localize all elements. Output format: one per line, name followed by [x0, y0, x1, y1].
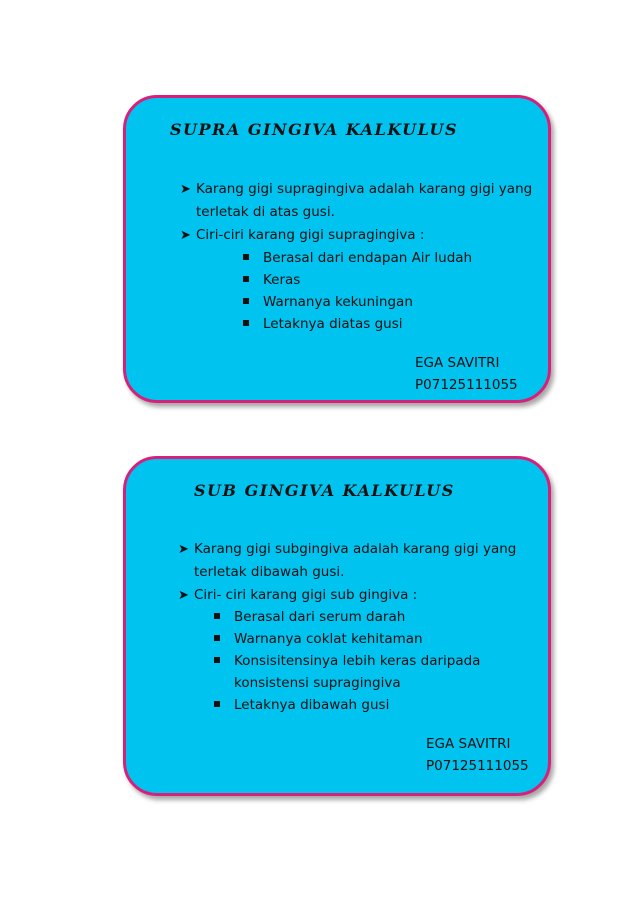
author-id: P07125111055: [426, 758, 529, 774]
supra-gingiva-card: [123, 95, 551, 403]
list-item: Berasal dari endapan Air ludah: [243, 247, 472, 269]
list-item: Konsisitensinya lebih keras daripada konsistensi supragingiva: [214, 650, 514, 694]
square-bullet-icon: [214, 613, 220, 619]
list-item: Berasal dari serum darah: [214, 606, 405, 628]
author-name: EGA SAVITRI: [415, 355, 500, 371]
arrow-bullet-icon: ➤: [178, 542, 189, 557]
list-item: Warnanya kekuningan: [243, 291, 413, 313]
square-bullet-icon: [214, 635, 220, 641]
square-bullet-icon: [243, 254, 249, 260]
card-title: SUB GINGIVA KALKULUS: [194, 481, 455, 500]
square-bullet-icon: [214, 701, 220, 707]
point-characteristics: ➤ Ciri- ciri karang gigi sub gingiva :: [178, 584, 538, 607]
arrow-bullet-icon: ➤: [178, 588, 189, 603]
point-characteristics: ➤ Ciri-ciri karang gigi supragingiva :: [180, 224, 540, 247]
sub-gingiva-card: [123, 456, 551, 796]
author-id: P07125111055: [415, 377, 518, 393]
list-item: Keras: [243, 269, 300, 291]
square-bullet-icon: [243, 298, 249, 304]
arrow-bullet-icon: ➤: [180, 182, 191, 197]
list-item: Warnanya coklat kehitaman: [214, 628, 423, 650]
card-title: SUPRA GINGIVA KALKULUS: [170, 120, 458, 139]
square-bullet-icon: [243, 276, 249, 282]
arrow-bullet-icon: ➤: [180, 228, 191, 243]
square-bullet-icon: [243, 320, 249, 326]
point-definition: ➤ Karang gigi subgingiva adalah karang gigi yang terletak dibawah gusi.: [178, 538, 538, 584]
square-bullet-icon: [214, 657, 220, 663]
list-item: Letaknya diatas gusi: [243, 313, 402, 335]
list-item: Letaknya dibawah gusi: [214, 694, 389, 716]
point-definition: ➤ Karang gigi supragingiva adalah karang gigi yang terletak di atas gusi.: [180, 178, 540, 224]
author-name: EGA SAVITRI: [426, 736, 511, 752]
